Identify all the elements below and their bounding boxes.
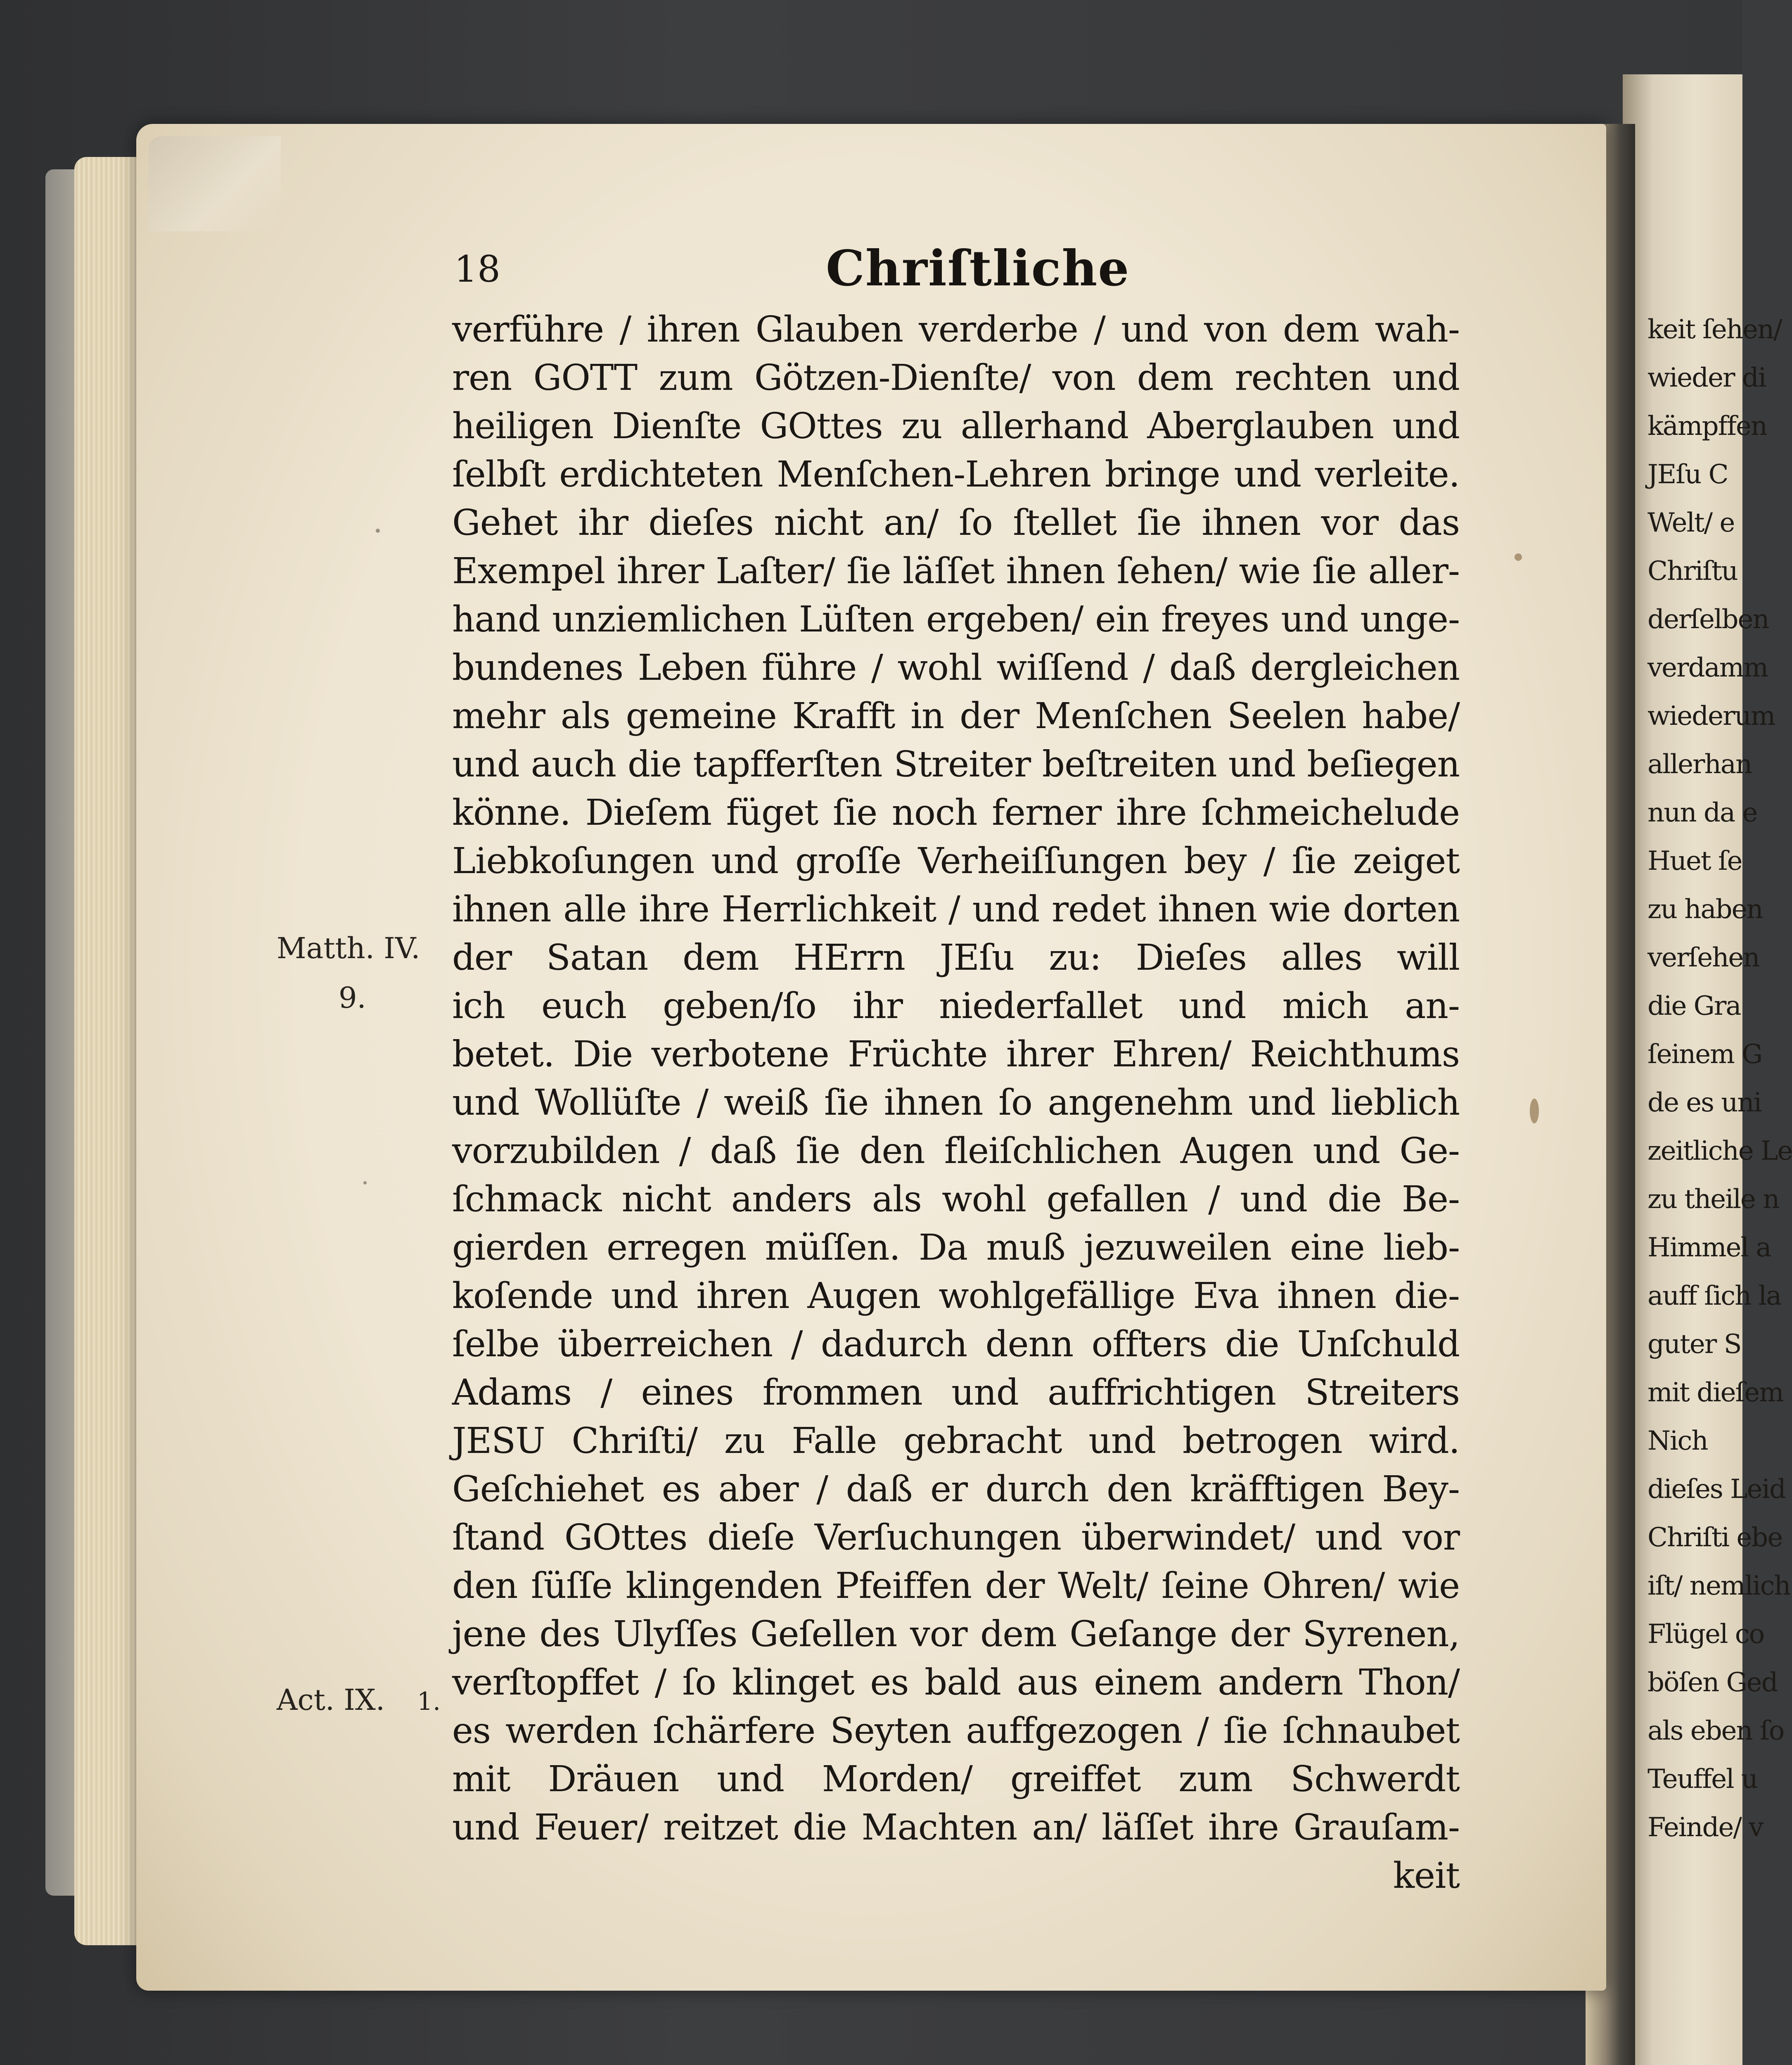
margin-note-acts-verse: 1.: [417, 1687, 441, 1716]
text-line: mit Dräuen und Morden/ greiffet zum Schwerdt: [452, 1759, 1460, 1800]
text-line: koſende und ihren Augen wohlgefällige Eva ihnen die-: [452, 1275, 1460, 1317]
text-line: Liebkoſungen und groſſe Verheiſſungen bey / ſie zeiget: [452, 840, 1460, 882]
margin-note-acts: Act. IX.: [277, 1683, 385, 1717]
text-line: gierden erregen müſſen. Da muß jezuweilen eine lieb-: [452, 1227, 1460, 1268]
ink-dot: [363, 1181, 367, 1184]
facing-text-line: keit ſehen/: [1647, 314, 1782, 345]
text-line: jene des Ulyſſes Geſellen vor dem Geſange der Syrenen,: [452, 1614, 1460, 1655]
facing-text-line: wieder di: [1647, 363, 1766, 393]
facing-text-line: allerhan: [1647, 749, 1752, 780]
facing-text-line: verſehen: [1647, 942, 1759, 973]
facing-text-line: mit dieſem: [1647, 1377, 1783, 1408]
text-line: und Wollüſte / weiß ſie ihnen ſo angenehm und lieblich: [452, 1082, 1460, 1123]
facing-text-line: Nich: [1647, 1426, 1708, 1456]
facing-text-line: Chriſtu: [1647, 556, 1737, 586]
text-line: ſelbe überreichen / dadurch denn offters die Unſchuld: [452, 1324, 1460, 1365]
ink-dot: [1515, 553, 1522, 561]
text-line: den ſüſſe klingenden Pfeiffen der Welt/ ſeine Ohren/ wie: [452, 1565, 1460, 1607]
facing-text-line: wiederum: [1647, 701, 1775, 731]
text-line: JESU Chriſti/ zu Falle gebracht und betrogen wird.: [452, 1420, 1460, 1462]
facing-text-line: böſen Ged: [1647, 1667, 1778, 1698]
facing-text-line: auff ſich la: [1647, 1281, 1781, 1311]
facing-text-line: Welt/ e: [1647, 508, 1735, 538]
text-line: heiligen Dienſte GOttes zu allerhand Aberglauben und: [452, 406, 1460, 447]
text-line: ſtand GOttes dieſe Verſuchungen überwindet/ und vor: [452, 1517, 1460, 1558]
facing-text-line: guter S: [1647, 1329, 1741, 1360]
text-line: ren GOTT zum Götzen-Dienſte/ von dem rechten und: [452, 357, 1460, 399]
text-line: vorzubilden / daß ſie den fleiſchlichen Augen und Ge-: [452, 1130, 1460, 1172]
text-line: verſtopffet / ſo klinget es bald aus einem andern Thon/: [452, 1662, 1460, 1703]
facing-text-line: zeitliche Le: [1647, 1136, 1792, 1166]
facing-text-line: Flügel co: [1647, 1619, 1764, 1650]
ink-dot: [376, 529, 380, 533]
text-line: hand unziemlichen Lüſten ergeben/ ein freyes und unge-: [452, 599, 1460, 640]
facing-text-line: kämpffen: [1647, 411, 1767, 441]
margin-note-matthew: Matth. IV.: [277, 931, 420, 965]
text-line: mehr als gemeine Krafft in der Menſchen Seelen habe/: [452, 695, 1460, 737]
facing-text-line: JEſu C: [1647, 459, 1728, 490]
facing-text-line: de es uni: [1647, 1087, 1761, 1118]
facing-text-line: Himmel a: [1647, 1232, 1771, 1263]
page-number: 18: [454, 248, 500, 290]
facing-text-line: ſeinem G: [1647, 1039, 1762, 1070]
text-line: Adams / eines frommen und auffrichtigen Streiters: [452, 1372, 1460, 1413]
facing-text-line: Huet ſe: [1647, 846, 1742, 876]
facing-page-text: [1647, 306, 1792, 1916]
text-line: ſelbſt erdichteten Menſchen-Lehren bringe und verleite.: [452, 454, 1460, 495]
text-line: der Satan dem HErrn JEſu zu: Dieſes alles will: [452, 937, 1460, 978]
text-line: betet. Die verbotene Früchte ihrer Ehren/ Reichthums: [452, 1034, 1460, 1075]
margin-note-matthew-verse: 9.: [339, 981, 366, 1015]
facing-text-line: Teuffel u: [1647, 1764, 1758, 1794]
running-head: [446, 240, 1462, 301]
facing-text-line: verdamm: [1647, 653, 1768, 683]
facing-text-line: Chriſti ebe: [1647, 1522, 1783, 1553]
running-title: Chriſtliche: [826, 240, 1130, 297]
facing-text-line: iſt/ nemlich: [1647, 1571, 1790, 1601]
text-line: ich euch geben/ſo ihr niederfallet und mich an-: [452, 985, 1460, 1027]
facing-text-line: die Gra: [1647, 991, 1741, 1021]
body-text-column: [452, 306, 1460, 1900]
facing-text-line: zu haben: [1647, 894, 1763, 925]
text-line: könne. Dieſem füget ſie noch ferner ihre ſchmeichelude: [452, 792, 1460, 833]
text-line: und Feuer/ reitzet die Machten an/ läſſet ihre Grauſam-: [452, 1807, 1460, 1848]
text-line: und auch die tapfferſten Streiter beſtreiten und beſiegen: [452, 744, 1460, 785]
facing-text-line: zu theile n: [1647, 1184, 1779, 1215]
text-line: Exempel ihrer Laſter/ ſie läſſet ihnen ſehen/ wie ſie aller-: [452, 551, 1460, 592]
worn-page-corner: [149, 136, 281, 231]
facing-text-line: dieſes Leid: [1647, 1474, 1785, 1505]
text-line: Geſchiehet es aber / daß er durch den kräfftigen Bey-: [452, 1469, 1460, 1510]
facing-text-line: nun da e: [1647, 798, 1757, 828]
text-line: es werden ſchärfere Seyten auffgezogen / ſie ſchnaubet: [452, 1710, 1460, 1752]
text-line: ſchmack nicht anders als wohl gefallen / und die Be-: [452, 1179, 1460, 1220]
text-line: bundenes Leben führe / wohl wiſſend / daß dergleichen: [452, 647, 1460, 688]
text-line: verführe / ihren Glauben verderbe / und von dem wah-: [452, 309, 1460, 350]
facing-text-line: derſelben: [1647, 604, 1769, 635]
ink-stain: [1530, 1099, 1539, 1123]
text-line: Gehet ihr dieſes nicht an/ ſo ſtellet ſie ihnen vor das: [452, 502, 1460, 544]
facing-text-line: Feinde/ v: [1647, 1812, 1763, 1843]
facing-text-line: als eben ſo: [1647, 1716, 1784, 1746]
text-line: ihnen alle ihre Herrlichkeit / und redet ihnen wie dorten: [452, 889, 1460, 930]
catchword: keit: [1393, 1855, 1460, 1896]
